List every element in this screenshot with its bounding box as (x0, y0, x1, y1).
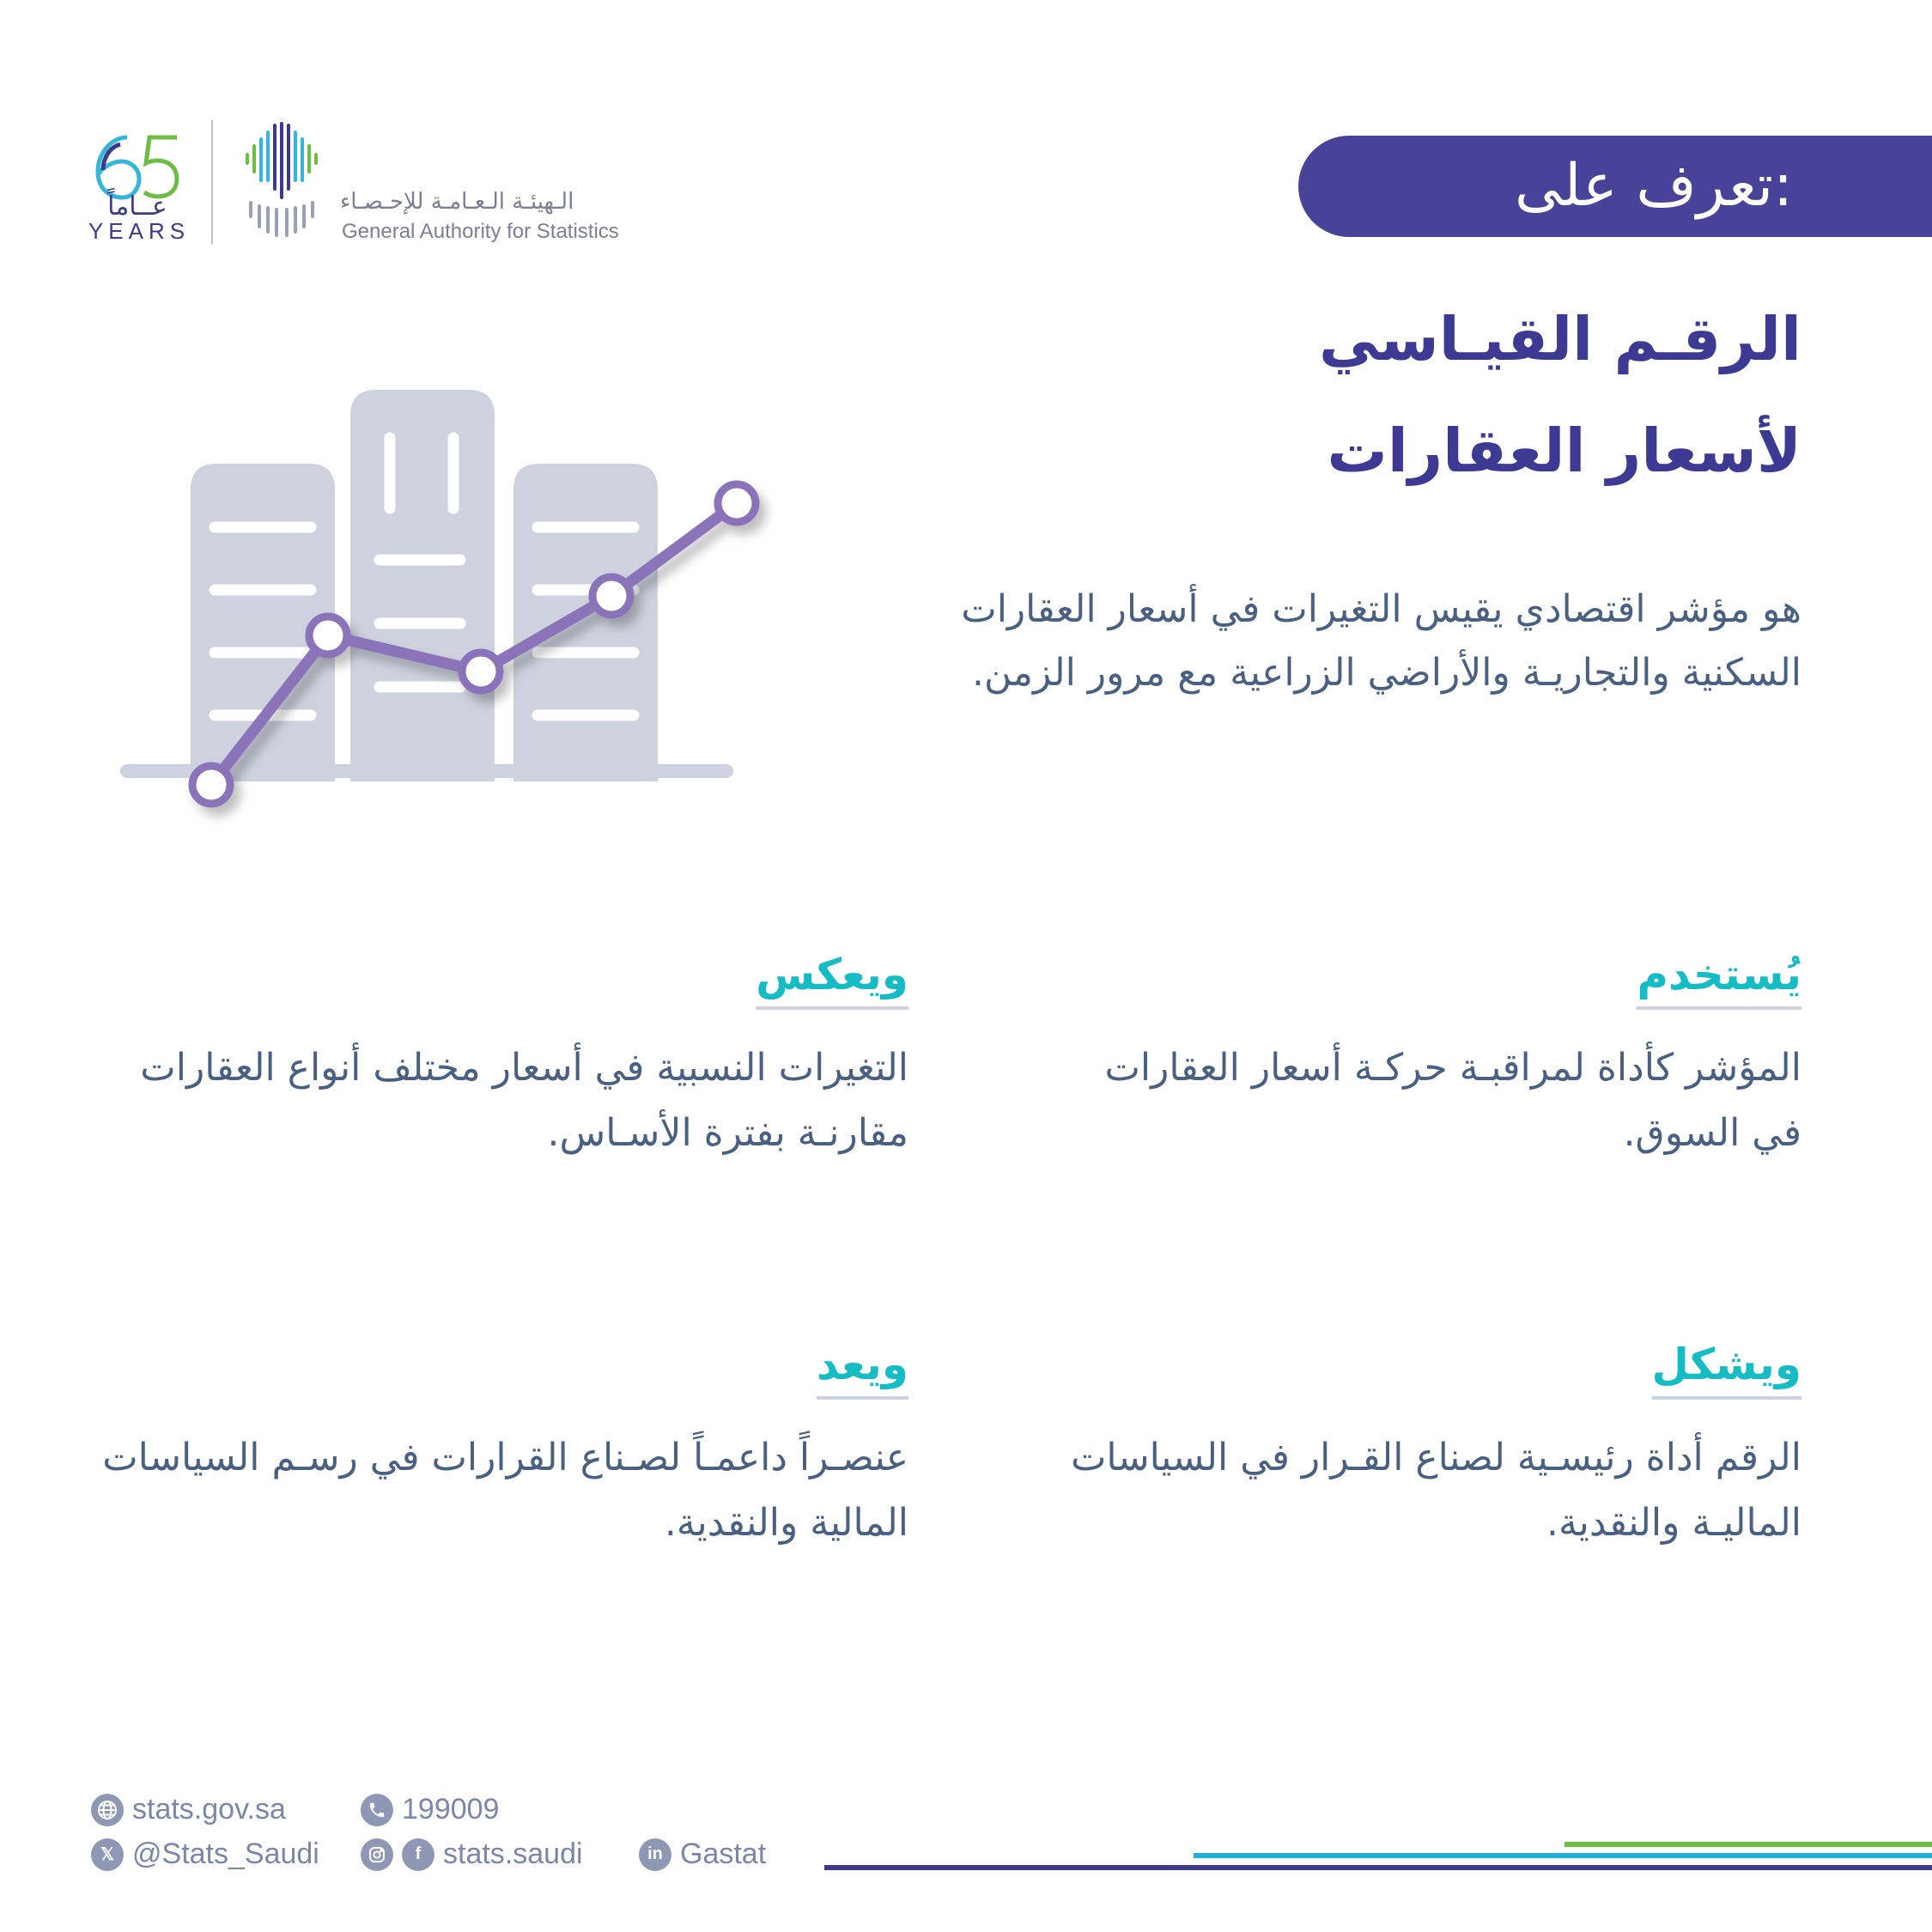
building-center (350, 390, 495, 781)
anniversary-years: YEARS (88, 218, 191, 244)
globe-icon (91, 1794, 124, 1826)
footer-website-text: stats.gov.sa (132, 1793, 286, 1826)
page-title-line-2: لأسعار العقارات (1327, 416, 1801, 486)
anniversary-ar: عــاماً (107, 191, 167, 222)
info-block-count-title: ويعد (817, 1340, 908, 1400)
info-block-form-title: ويشكل (1652, 1340, 1801, 1400)
instagram-icon (361, 1838, 393, 1871)
info-block-count-line-2: المالية والنقدية. (664, 1501, 908, 1545)
info-block-form-line-1: الرقم أداة رئيسـية لصناع القـرار في السياسات (1070, 1436, 1801, 1479)
footer-website[interactable] (91, 1793, 286, 1826)
gastat-logo-icon (239, 120, 325, 240)
info-block-reflect-line-2: مقارنـة بفترة الأسـاس. (547, 1111, 908, 1155)
footer-social[interactable] (361, 1838, 583, 1871)
trend-point-5 (718, 484, 756, 522)
info-block-use-title: يُستخدم (1637, 950, 1801, 1010)
info-block-form (1071, 1340, 1801, 1556)
info-block-use (1104, 950, 1801, 1166)
footer-phone-text: 199009 (402, 1793, 500, 1826)
footer-linkedin-text: Gastat (680, 1838, 767, 1870)
footer-phone[interactable] (361, 1793, 499, 1826)
info-block-count-line-1: عنصـراً داعمـاً لصـناع القرارات في رسـم السياسات (102, 1436, 908, 1479)
page-title-line-1: الرقـم القيـاسي (1319, 304, 1801, 374)
real-estate-growth-illustration (112, 378, 781, 841)
footer-stripe-navy (824, 1865, 1932, 1870)
header-badge (1298, 136, 1932, 237)
trend-point-1 (192, 766, 230, 804)
linkedin-icon: in (639, 1838, 671, 1871)
info-block-reflect-line-1: التغيرات النسبية في أسعار مختلف أنواع العقارات (140, 1046, 908, 1090)
gastat-name-en: General Authority for Statistics (342, 220, 619, 243)
info-block-reflect (140, 950, 908, 1166)
trend-point-2 (309, 617, 347, 654)
footer-x[interactable] (91, 1838, 319, 1871)
description-line-2: السكنية والتجاريـة والأراضي الزراعية مع مرور الزمن. (971, 651, 1801, 695)
info-block-reflect-title: ويعكس (756, 950, 908, 1010)
phone-icon (361, 1794, 393, 1826)
footer-social-text: stats.saudi (443, 1838, 583, 1870)
facebook-icon: f (402, 1838, 434, 1871)
trend-point-4 (592, 577, 630, 615)
gastat-name-ar: الـهيئـة الـعـامـة للإحـصـاء (340, 189, 574, 215)
footer-x-text: @Stats_Saudi (132, 1838, 319, 1870)
info-block-count (102, 1340, 908, 1556)
building-right (513, 464, 658, 781)
info-block-use-line-2: في السوق. (1623, 1111, 1801, 1155)
footer-stripe-cyan (1194, 1853, 1932, 1858)
trend-point-3 (462, 653, 500, 690)
footer-stripe-green (1564, 1842, 1932, 1847)
logo-divider (211, 120, 213, 244)
description-line-1: هو مؤشر اقتصادي يقيس التغيرات في أسعار العقارات (961, 587, 1801, 631)
header-badge-text: تعرف على: (1514, 152, 1793, 220)
info-block-use-line-1: المؤشر كأداة لمراقبـة حركـة أسعار العقارات (1104, 1046, 1801, 1090)
info-block-form-line-2: الماليـة والنقدية. (1546, 1501, 1801, 1545)
footer-linkedin[interactable] (639, 1838, 766, 1871)
x-icon: 𝕏 (91, 1838, 124, 1871)
